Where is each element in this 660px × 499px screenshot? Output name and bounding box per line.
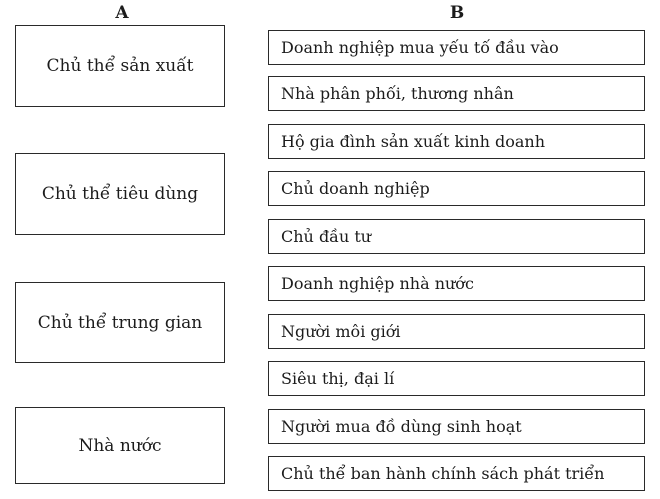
column-b-item-8: Siêu thị, đại lí	[268, 361, 645, 396]
column-b-header: B	[449, 3, 465, 23]
column-b-item-3: Hộ gia đình sản xuất kinh doanh	[268, 124, 645, 159]
column-b-item-5: Chủ đầu tư	[268, 219, 645, 254]
column-b-item-9: Người mua đồ dùng sinh hoạt	[268, 409, 645, 444]
column-b-item-7: Người môi giới	[268, 314, 645, 349]
column-a-item-4: Nhà nước	[15, 407, 225, 484]
column-a-header: A	[115, 3, 129, 23]
column-b-item-2: Nhà phân phối, thương nhân	[268, 76, 645, 111]
column-a-item-3: Chủ thể trung gian	[15, 282, 225, 363]
column-a-item-1: Chủ thể sản xuất	[15, 25, 225, 107]
column-b-item-10: Chủ thể ban hành chính sách phát triển	[268, 456, 645, 491]
column-b-item-1: Doanh nghiệp mua yếu tố đầu vào	[268, 30, 645, 65]
column-a-item-2: Chủ thể tiêu dùng	[15, 153, 225, 235]
column-b-item-6: Doanh nghiệp nhà nước	[268, 266, 645, 301]
column-b-item-4: Chủ doanh nghiệp	[268, 171, 645, 206]
